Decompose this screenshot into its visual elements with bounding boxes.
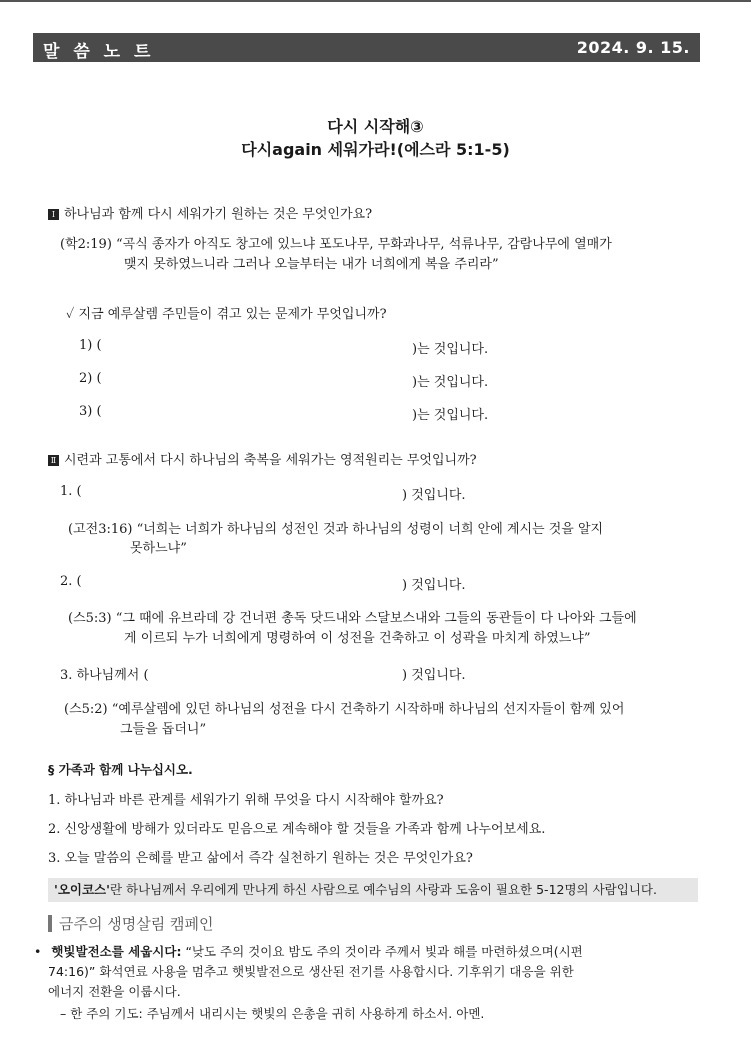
section1-verse-line2: 맺지 못하였느니라 그러나 오늘부터는 내가 너희에게 복을 주리라” — [124, 257, 499, 272]
blank-item-3-start: 3) ( — [79, 404, 102, 419]
campaign-label: 햇빛발전소를 세웁시다: — [51, 944, 182, 959]
section2-item1-end: ) 것입니다. — [402, 488, 466, 503]
section2-item2-start: 2. ( — [60, 574, 82, 589]
blank-item-3-end: )는 것입니다. — [412, 408, 489, 423]
campaign-line3: 에너지 전환을 이룹시다. — [48, 984, 181, 999]
top-rule — [0, 0, 751, 2]
section2-question: Ⅱ 시련과 고통에서 다시 하나님의 축복을 세워가는 영적원리는 무엇입니까? — [48, 449, 477, 468]
blank-item-1-start: 1) ( — [79, 338, 102, 353]
section2-verse1-line1: (고전3:16) “너희는 너희가 하나님의 성전인 것과 하나님의 성령이 너희 안에 계시는 것을 알지 — [68, 522, 604, 537]
oikos-definition: 란 하나님께서 우리에게 만나게 하신 사람으로 예수님의 사랑과 도움이 필요한 5-12명의 사람입니다. — [109, 882, 657, 897]
oikos-term: '오이코스' — [54, 882, 110, 897]
section2-verse3-line2: 그들을 돕더니” — [120, 722, 207, 737]
bullet-icon: • — [34, 944, 42, 959]
header-date: 2024. 9. 15. — [576, 38, 690, 57]
section2-verse2-line2: 게 이르되 누가 너희에게 명령하여 이 성전을 건축하고 이 성곽을 마치게 하였느냐” — [124, 631, 591, 646]
brand-title: 말 씀 노 트 — [43, 42, 155, 62]
heading-bar-icon — [48, 915, 52, 932]
section1-verse-line1: (학2:19) “곡식 종자가 아직도 창고에 있느냐 포도나무, 무화과나무, 석류나무, 감람나무에 열매가 — [60, 237, 612, 252]
family-question-2: 2. 신앙생활에 방해가 있더라도 믿음으로 계속해야 할 것들을 가족과 함께 나누어보세요. — [48, 822, 546, 837]
section2-verse3-line1: (스5:2) “예루살렘에 있던 하나님의 성전을 다시 건축하기 시작하매 하나님의 선지자들이 함께 있어 — [64, 702, 625, 717]
family-question-1: 1. 하나님과 바른 관계를 세워가기 위해 무엇을 다시 시작해야 할까요? — [48, 793, 444, 808]
campaign-heading: 금주의 생명살림 캠페인 — [48, 913, 213, 934]
campaign-line2: 74:16)” 화석연료 사용을 멈추고 햇빛발전으로 생산된 전기를 사용합시다. 기후위기 대응을 위한 — [48, 964, 574, 979]
header-bar — [33, 33, 700, 62]
campaign-prayer: – 한 주의 기도: 주님께서 내리시는 햇빛의 은총을 귀히 사용하게 하소서. 아멘. — [60, 1006, 485, 1021]
campaign-line1: • 햇빛발전소를 세웁시다: “낮도 주의 것이요 밤도 주의 것이라 주께서 빛과 해를 마련하셨으며(시편 — [34, 944, 583, 959]
blank-item-2-start: 2) ( — [79, 371, 102, 386]
section2-item3-start: 3. 하나님께서 ( — [60, 668, 149, 683]
section2-verse1-line2: 못하느냐” — [130, 541, 187, 556]
check-question: ✓ 지금 예루살렘 주민들이 겪고 있는 문제가 무엇입니까? — [66, 307, 387, 322]
oikos-note — [48, 878, 698, 902]
section-marker-icon: Ⅰ — [48, 209, 59, 220]
sermon-series-title: 다시 시작해③ — [327, 117, 424, 136]
section1-question: Ⅰ 하나님과 함께 다시 세워가기 원하는 것은 무엇인가요? — [48, 203, 372, 222]
section-marker-icon: Ⅱ — [48, 455, 59, 466]
section2-item3-end: ) 것입니다. — [402, 668, 466, 683]
family-heading: § 가족과 함께 나누십시오. — [48, 762, 193, 777]
blank-item-2-end: )는 것입니다. — [412, 375, 489, 390]
section2-item2-end: ) 것입니다. — [402, 578, 466, 593]
blank-item-1-end: )는 것입니다. — [412, 342, 489, 357]
section2-item1-start: 1. ( — [60, 484, 82, 499]
family-question-3: 3. 오늘 말씀의 은혜를 받고 삶에서 즉각 실천하기 원하는 것은 무엇인가요? — [48, 851, 473, 866]
section2-verse2-line1: (스5:3) “그 때에 유브라데 강 건너편 총독 닷드내와 스달보스내와 그들의 동관들이 다 나아와 그들에 — [68, 611, 637, 626]
sermon-title: 다시again 세워가라!(에스라 5:1-5) — [241, 140, 510, 159]
